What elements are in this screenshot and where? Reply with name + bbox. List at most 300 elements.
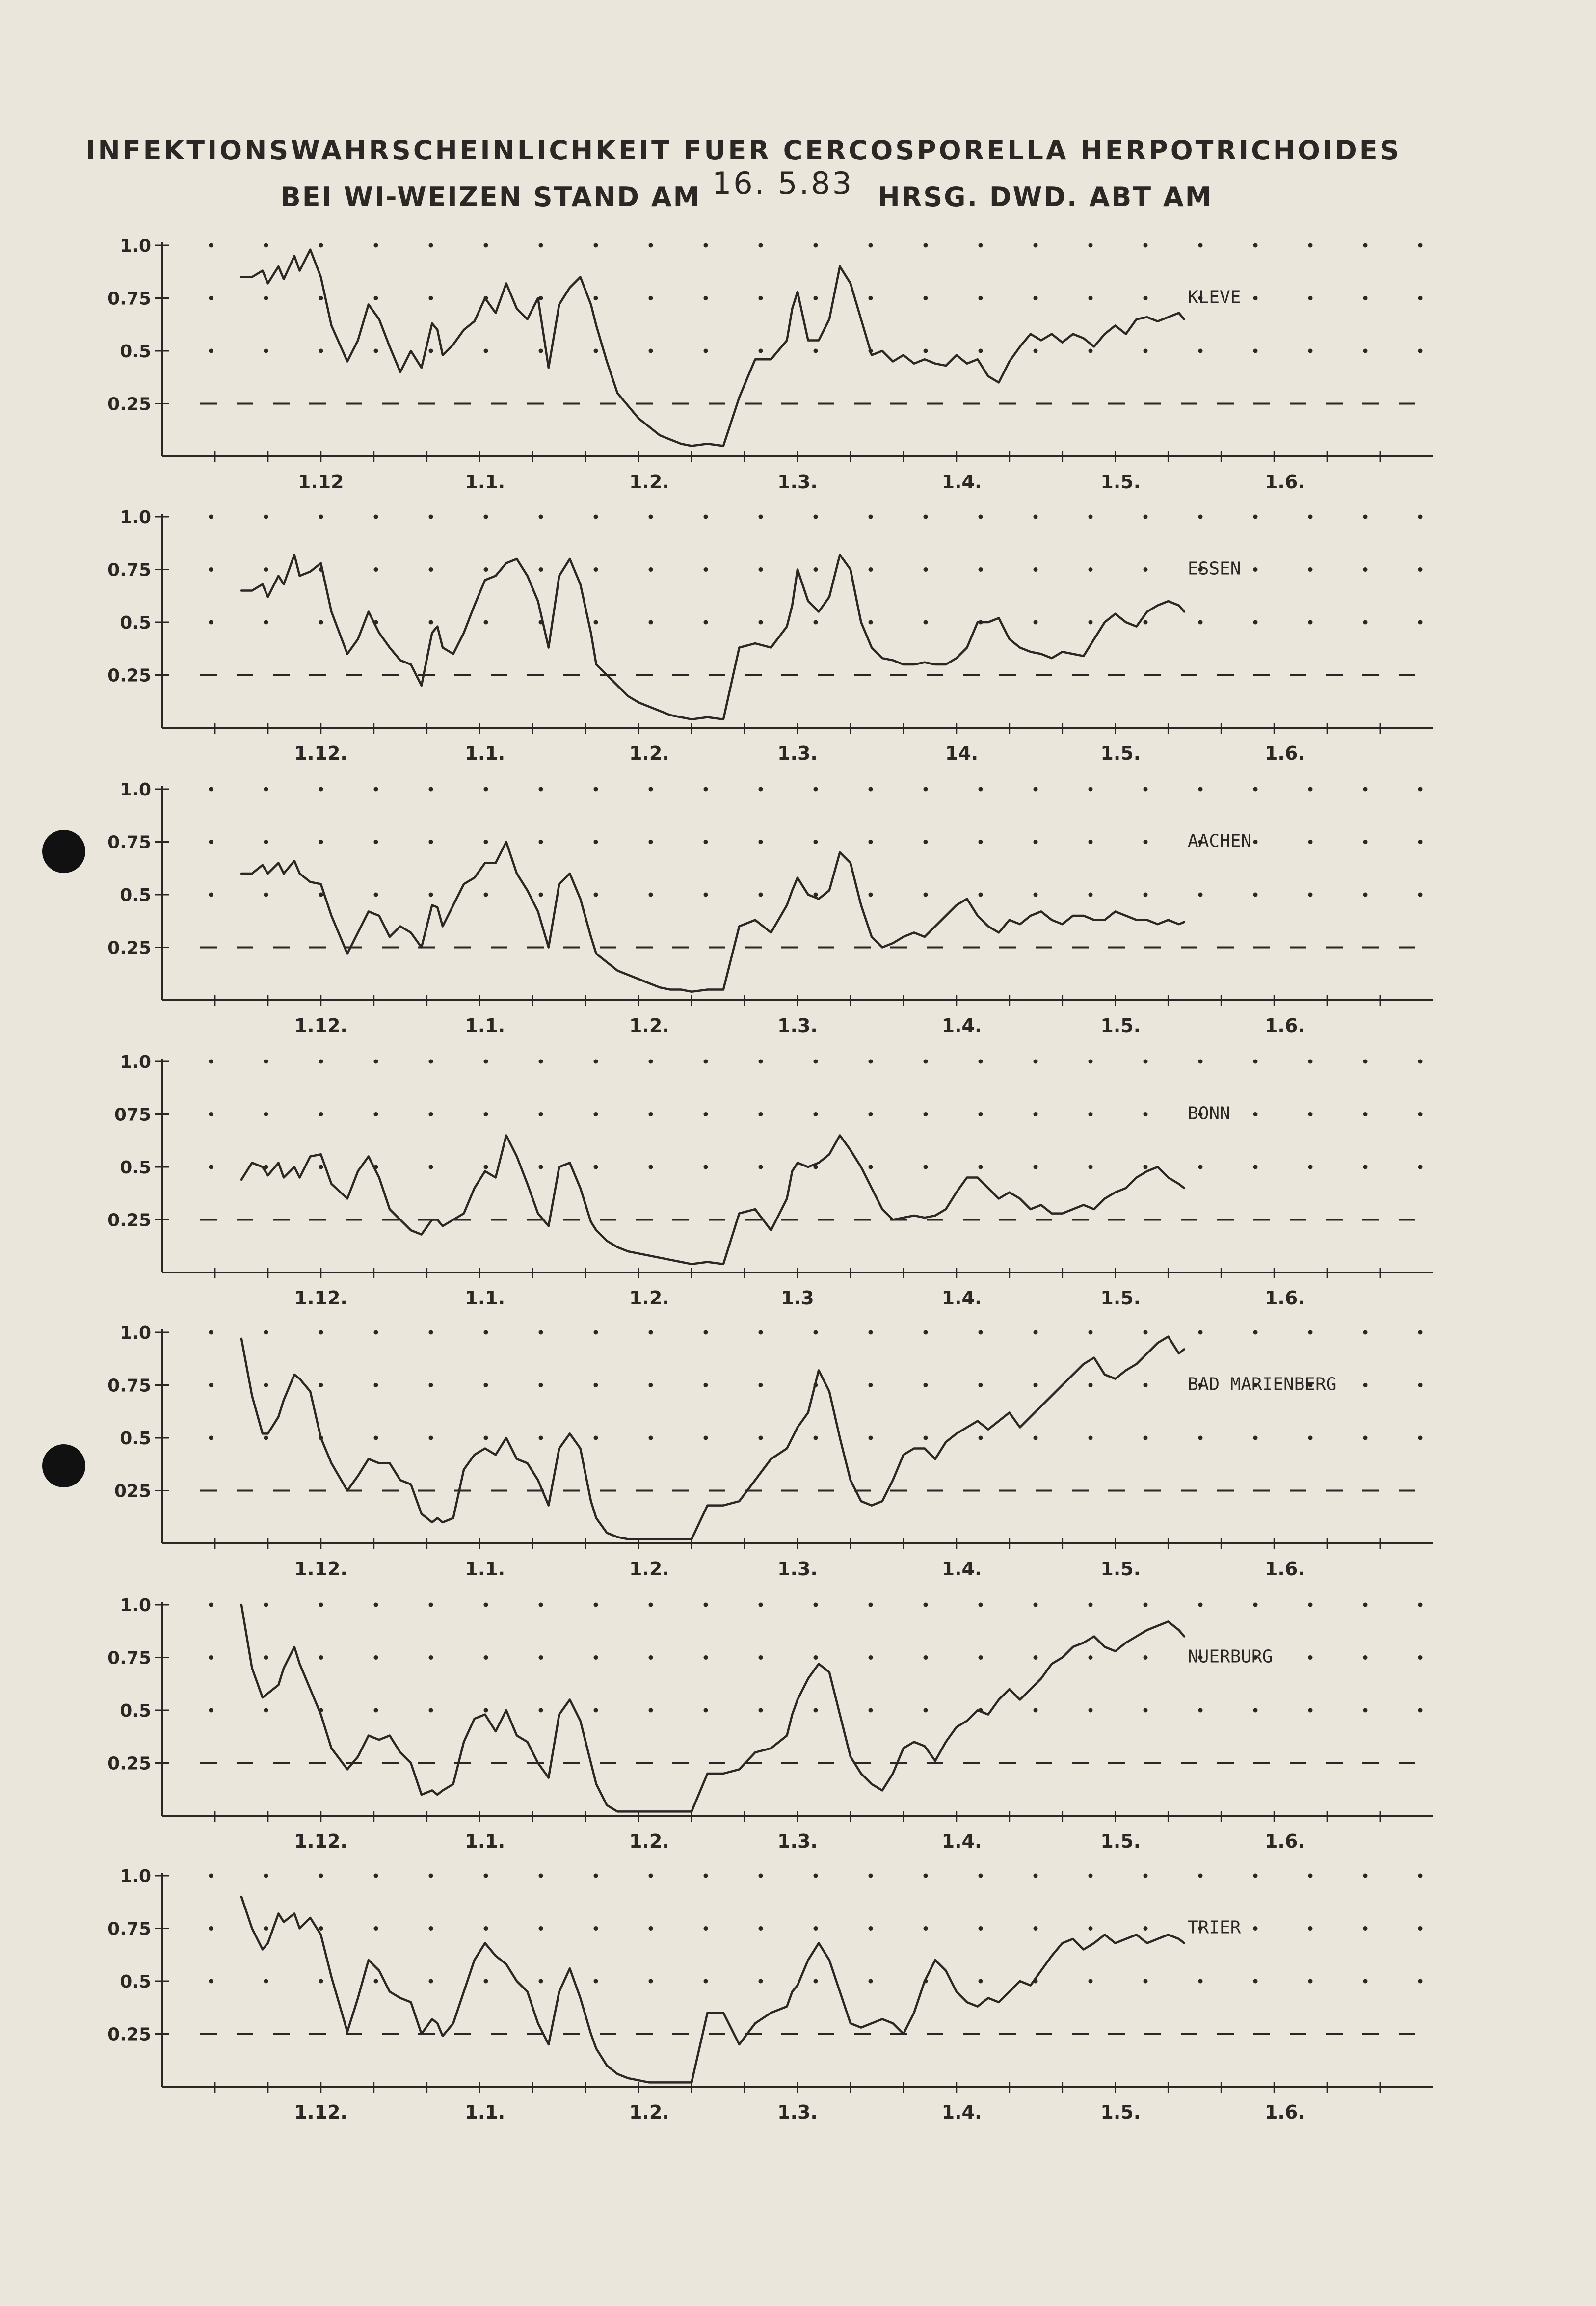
grid-dot [1198, 787, 1203, 792]
grid-dot [374, 1655, 378, 1660]
grid-dot [1198, 349, 1203, 353]
grid-dot [1363, 1330, 1368, 1335]
grid-dot [264, 840, 268, 844]
grid-dot [759, 1165, 763, 1169]
grid-dot [704, 1112, 708, 1116]
grid-dot [594, 1436, 598, 1440]
grid-dot [264, 1112, 268, 1116]
header-subtitle: BEI WI-WEIZEN STAND AM [280, 182, 701, 212]
grid-dot [869, 1436, 873, 1440]
grid-dot [539, 1436, 543, 1440]
x-tick-label: 1.5. [1100, 1830, 1141, 1852]
grid-dot [979, 567, 983, 572]
grid-dot [1089, 787, 1093, 792]
y-tick-label: 1.0 [120, 1323, 151, 1343]
x-tick-label: 1.12 [297, 471, 344, 493]
grid-dot [1198, 515, 1203, 519]
grid-dot [924, 1330, 928, 1335]
grid-dot [979, 243, 983, 248]
grid-dot [539, 1874, 543, 1878]
grid-dot [759, 620, 763, 625]
grid-dot [759, 787, 763, 792]
grid-dot [1308, 1655, 1313, 1660]
x-tick-label: 1.12. [294, 1015, 347, 1036]
grid-dot [1253, 1708, 1258, 1713]
grid-dot [429, 1603, 433, 1607]
grid-dot [869, 1926, 873, 1931]
grid-dot [429, 1874, 433, 1878]
grid-dot [1034, 515, 1038, 519]
grid-dot [1363, 1708, 1368, 1713]
grid-dot [209, 567, 213, 572]
grid-dot [649, 787, 653, 792]
grid-dot [1308, 243, 1313, 248]
grid-dot [1034, 349, 1038, 353]
grid-dot [1144, 1330, 1148, 1335]
grid-dot [1253, 1603, 1258, 1607]
grid-dot [1363, 1926, 1368, 1931]
series-line-trier [241, 1897, 1184, 2082]
x-tick-label: 1.6. [1264, 471, 1305, 493]
grid-dot [594, 243, 598, 248]
grid-dot [924, 1436, 928, 1440]
grid-dot [814, 1330, 818, 1335]
grid-dot [1418, 1979, 1423, 1984]
grid-dot [1089, 840, 1093, 844]
grid-dot [1363, 1383, 1368, 1387]
x-tick-label: 1.1. [465, 471, 505, 493]
grid-dot [209, 1708, 213, 1713]
x-tick-label: 1.3. [777, 1558, 818, 1580]
grid-dot [1418, 840, 1423, 844]
grid-dot [484, 787, 488, 792]
grid-dot [1363, 349, 1368, 353]
grid-dot [869, 620, 873, 625]
grid-dot [539, 1112, 543, 1116]
grid-dot [1089, 296, 1093, 300]
grid-dot [1418, 787, 1423, 792]
grid-dot [539, 787, 543, 792]
grid-dot [319, 1330, 323, 1335]
y-tick-label: 0.25 [107, 665, 151, 686]
grid-dot [594, 1165, 598, 1169]
chart-panel-aachen [107, 780, 1433, 1036]
grid-dot [979, 1436, 983, 1440]
grid-dot [1034, 840, 1038, 844]
grid-dot [1198, 1874, 1203, 1878]
chart-panel-essen [107, 507, 1433, 764]
grid-dot [1363, 840, 1368, 844]
grid-dot [484, 1603, 488, 1607]
grid-dot [1089, 620, 1093, 625]
series-line-bonn [241, 1136, 1184, 1264]
grid-dot [1144, 1383, 1148, 1387]
grid-dot [1034, 243, 1038, 248]
grid-dot [264, 1926, 268, 1931]
grid-dot [539, 1383, 543, 1387]
grid-dot [1363, 1060, 1368, 1064]
grid-dot [979, 840, 983, 844]
x-tick-label: 1.5. [1100, 1015, 1141, 1036]
grid-dot [429, 620, 433, 625]
grid-dot [264, 567, 268, 572]
grid-dot [869, 1060, 873, 1064]
grid-dot [1308, 787, 1313, 792]
grid-dot [374, 349, 378, 353]
grid-dot [869, 1708, 873, 1713]
grid-dot [429, 567, 433, 572]
grid-dot [374, 1060, 378, 1064]
grid-dot [594, 1112, 598, 1116]
grid-dot [1418, 1926, 1423, 1931]
grid-dot [814, 1655, 818, 1660]
grid-dot [759, 840, 763, 844]
grid-dot [539, 840, 543, 844]
grid-dot [1089, 243, 1093, 248]
grid-dot [594, 1874, 598, 1878]
grid-dot [1089, 515, 1093, 519]
x-tick-label: 1.5. [1100, 1287, 1141, 1309]
grid-dot [594, 1979, 598, 1984]
grid-dot [1089, 1436, 1093, 1440]
grid-dot [319, 1060, 323, 1064]
y-tick-label: 0.5 [120, 1972, 151, 1992]
grid-dot [1253, 1926, 1258, 1931]
x-tick-label: 1.12. [294, 1558, 347, 1580]
grid-dot [374, 1926, 378, 1931]
grid-dot [704, 1655, 708, 1660]
grid-dot [374, 893, 378, 897]
grid-dot [484, 893, 488, 897]
grid-dot [1308, 567, 1313, 572]
grid-dot [484, 349, 488, 353]
publisher: HRSG. DWD. ABT AM [878, 182, 1213, 212]
grid-dot [429, 787, 433, 792]
grid-dot [209, 1926, 213, 1931]
grid-dot [924, 1112, 928, 1116]
grid-dot [1363, 1112, 1368, 1116]
grid-dot [484, 1060, 488, 1064]
grid-dot [1144, 840, 1148, 844]
grid-dot [1363, 1603, 1368, 1607]
grid-dot [1144, 787, 1148, 792]
grid-dot [924, 349, 928, 353]
grid-dot [429, 1165, 433, 1169]
grid-dot [1144, 1112, 1148, 1116]
grid-dot [429, 1330, 433, 1335]
grid-dot [1363, 1874, 1368, 1878]
grid-dot [1253, 1436, 1258, 1440]
grid-dot [1363, 787, 1368, 792]
grid-dot [1198, 1436, 1203, 1440]
grid-dot [1418, 620, 1423, 625]
grid-dot [1418, 296, 1423, 300]
grid-dot [1308, 1603, 1313, 1607]
grid-dot [1418, 1603, 1423, 1607]
grid-dot [1089, 1708, 1093, 1713]
x-tick-label: 1.6. [1264, 742, 1305, 764]
grid-dot [264, 1655, 268, 1660]
grid-dot [374, 296, 378, 300]
grid-dot [264, 1708, 268, 1713]
grid-dot [1144, 1165, 1148, 1169]
grid-dot [1144, 567, 1148, 572]
y-tick-label: 1.0 [120, 507, 151, 528]
grid-dot [209, 1436, 213, 1440]
station-label: ESSEN [1188, 558, 1241, 579]
grid-dot [1253, 567, 1258, 572]
grid-dot [1198, 243, 1203, 248]
grid-dot [539, 1926, 543, 1931]
grid-dot [924, 515, 928, 519]
grid-dot [539, 1708, 543, 1713]
grid-dot [979, 1603, 983, 1607]
grid-dot [759, 1655, 763, 1660]
grid-dot [319, 620, 323, 625]
grid-dot [1308, 349, 1313, 353]
grid-dot [924, 1708, 928, 1713]
grid-dot [484, 1330, 488, 1335]
grid-dot [869, 787, 873, 792]
x-tick-label: 1.4. [941, 2101, 982, 2123]
grid-dot [1034, 620, 1038, 625]
grid-dot [374, 567, 378, 572]
grid-dot [814, 567, 818, 572]
grid-dot [594, 1603, 598, 1607]
grid-dot [814, 1112, 818, 1116]
grid-dot [1363, 515, 1368, 519]
series-line-aachen [241, 842, 1184, 992]
x-tick-label: 1.2. [629, 1287, 669, 1309]
grid-dot [814, 1926, 818, 1931]
grid-dot [869, 893, 873, 897]
station-label: AACHEN [1188, 831, 1252, 851]
grid-dot [594, 1330, 598, 1335]
x-tick-label: 1.4. [941, 1015, 982, 1036]
chart-panel-kleve [107, 236, 1433, 493]
y-tick-label: 0.5 [120, 1429, 151, 1449]
grid-dot [264, 1060, 268, 1064]
grid-dot [814, 515, 818, 519]
y-tick-label: 1.0 [120, 1595, 151, 1616]
punch-hole-top [42, 830, 85, 873]
grid-dot [1308, 1979, 1313, 1984]
x-tick-label: 1.3. [777, 2101, 818, 2123]
grid-dot [264, 243, 268, 248]
grid-dot [704, 1874, 708, 1878]
grid-dot [1363, 620, 1368, 625]
grid-dot [814, 1708, 818, 1713]
chart-panels [107, 236, 1433, 2123]
grid-dot [979, 515, 983, 519]
grid-dot [814, 840, 818, 844]
grid-dot [1253, 620, 1258, 625]
station-label: BONN [1188, 1103, 1230, 1124]
grid-dot [814, 296, 818, 300]
grid-dot [1418, 1330, 1423, 1335]
grid-dot [704, 1708, 708, 1713]
grid-dot [649, 620, 653, 625]
y-tick-label: 0.25 [107, 2024, 151, 2045]
station-label: TRIER [1188, 1917, 1241, 1938]
grid-dot [374, 1436, 378, 1440]
series-line-kleve [241, 250, 1184, 446]
grid-dot [979, 1926, 983, 1931]
x-tick-label: 1.3. [777, 471, 818, 493]
grid-dot [1089, 1979, 1093, 1984]
grid-dot [1144, 893, 1148, 897]
grid-dot [649, 1060, 653, 1064]
x-tick-label: 1.12. [294, 1287, 347, 1309]
grid-dot [704, 243, 708, 248]
grid-dot [319, 1979, 323, 1984]
grid-dot [1034, 1330, 1038, 1335]
grid-dot [374, 1330, 378, 1335]
grid-dot [759, 1383, 763, 1387]
grid-dot [374, 1112, 378, 1116]
grid-dot [1253, 840, 1258, 844]
grid-dot [979, 1979, 983, 1984]
grid-dot [374, 1708, 378, 1713]
grid-dot [649, 1383, 653, 1387]
y-tick-label: 0.5 [120, 342, 151, 362]
grid-dot [979, 1330, 983, 1335]
y-tick-label: 0.5 [120, 885, 151, 905]
grid-dot [429, 1655, 433, 1660]
grid-dot [869, 1603, 873, 1607]
y-tick-label: 0.75 [107, 289, 151, 309]
grid-dot [759, 243, 763, 248]
grid-dot [319, 840, 323, 844]
grid-dot [209, 1112, 213, 1116]
grid-dot [649, 1112, 653, 1116]
grid-dot [594, 1655, 598, 1660]
grid-dot [594, 1708, 598, 1713]
grid-dot [594, 567, 598, 572]
grid-dot [1418, 893, 1423, 897]
y-tick-label: 1.0 [120, 236, 151, 256]
x-tick-label: 1.1. [465, 1015, 505, 1036]
grid-dot [374, 1979, 378, 1984]
grid-dot [1308, 296, 1313, 300]
grid-dot [209, 1655, 213, 1660]
grid-dot [649, 243, 653, 248]
grid-dot [1144, 1926, 1148, 1931]
grid-dot [264, 349, 268, 353]
grid-dot [484, 1926, 488, 1931]
grid-dot [264, 1436, 268, 1440]
grid-dot [1363, 1436, 1368, 1440]
grid-dot [319, 515, 323, 519]
grid-dot [1144, 1060, 1148, 1064]
grid-dot [869, 1112, 873, 1116]
grid-dot [924, 1060, 928, 1064]
grid-dot [539, 1979, 543, 1984]
grid-dot [1418, 1060, 1423, 1064]
y-tick-label: 0.5 [120, 613, 151, 633]
grid-dot [319, 296, 323, 300]
grid-dot [264, 1979, 268, 1984]
grid-dot [979, 296, 983, 300]
grid-dot [264, 1383, 268, 1387]
grid-dot [539, 515, 543, 519]
grid-dot [704, 893, 708, 897]
grid-dot [1363, 1979, 1368, 1984]
grid-dot [1308, 1874, 1313, 1878]
x-tick-label: 1.4. [941, 1830, 982, 1852]
grid-dot [979, 1655, 983, 1660]
x-tick-label: 1.6. [1264, 1287, 1305, 1309]
grid-dot [264, 1874, 268, 1878]
grid-dot [319, 349, 323, 353]
grid-dot [429, 1979, 433, 1984]
station-label: KLEVE [1188, 287, 1241, 308]
grid-dot [1363, 296, 1368, 300]
grid-dot [979, 893, 983, 897]
grid-dot [1418, 1655, 1423, 1660]
grid-dot [759, 1926, 763, 1931]
grid-dot [1308, 1112, 1313, 1116]
grid-dot [1363, 1655, 1368, 1660]
grid-dot [704, 1436, 708, 1440]
grid-dot [924, 1603, 928, 1607]
grid-dot [979, 1874, 983, 1878]
grid-dot [814, 787, 818, 792]
grid-dot [484, 1383, 488, 1387]
grid-dot [1253, 893, 1258, 897]
grid-dot [649, 1436, 653, 1440]
grid-dot [1253, 296, 1258, 300]
grid-dot [759, 1979, 763, 1984]
grid-dot [484, 1165, 488, 1169]
grid-dot [1034, 1874, 1038, 1878]
grid-dot [1089, 893, 1093, 897]
grid-dot [1418, 1874, 1423, 1878]
grid-dot [319, 1165, 323, 1169]
grid-dot [649, 296, 653, 300]
x-tick-label: 1.12. [294, 742, 347, 764]
grid-dot [1089, 1874, 1093, 1878]
grid-dot [924, 243, 928, 248]
grid-dot [869, 1874, 873, 1878]
grid-dot [869, 567, 873, 572]
grid-dot [649, 1708, 653, 1713]
grid-dot [1363, 893, 1368, 897]
grid-dot [484, 620, 488, 625]
x-tick-label: 14. [945, 742, 979, 764]
grid-dot [1144, 1708, 1148, 1713]
grid-dot [484, 1874, 488, 1878]
x-tick-label: 1.2. [629, 742, 669, 764]
grid-dot [594, 840, 598, 844]
series-line-nuerburg [241, 1605, 1184, 1811]
grid-dot [1308, 515, 1313, 519]
grid-dot [209, 296, 213, 300]
grid-dot [429, 1112, 433, 1116]
grid-dot [1144, 1979, 1148, 1984]
grid-dot [649, 1603, 653, 1607]
x-tick-label: 1.1. [465, 1287, 505, 1309]
grid-dot [209, 1979, 213, 1984]
grid-dot [539, 567, 543, 572]
grid-dot [209, 1060, 213, 1064]
grid-dot [264, 787, 268, 792]
grid-dot [1253, 1060, 1258, 1064]
grid-dot [319, 1874, 323, 1878]
grid-dot [429, 893, 433, 897]
x-tick-label: 1.4. [941, 1287, 982, 1309]
grid-dot [1253, 1979, 1258, 1984]
